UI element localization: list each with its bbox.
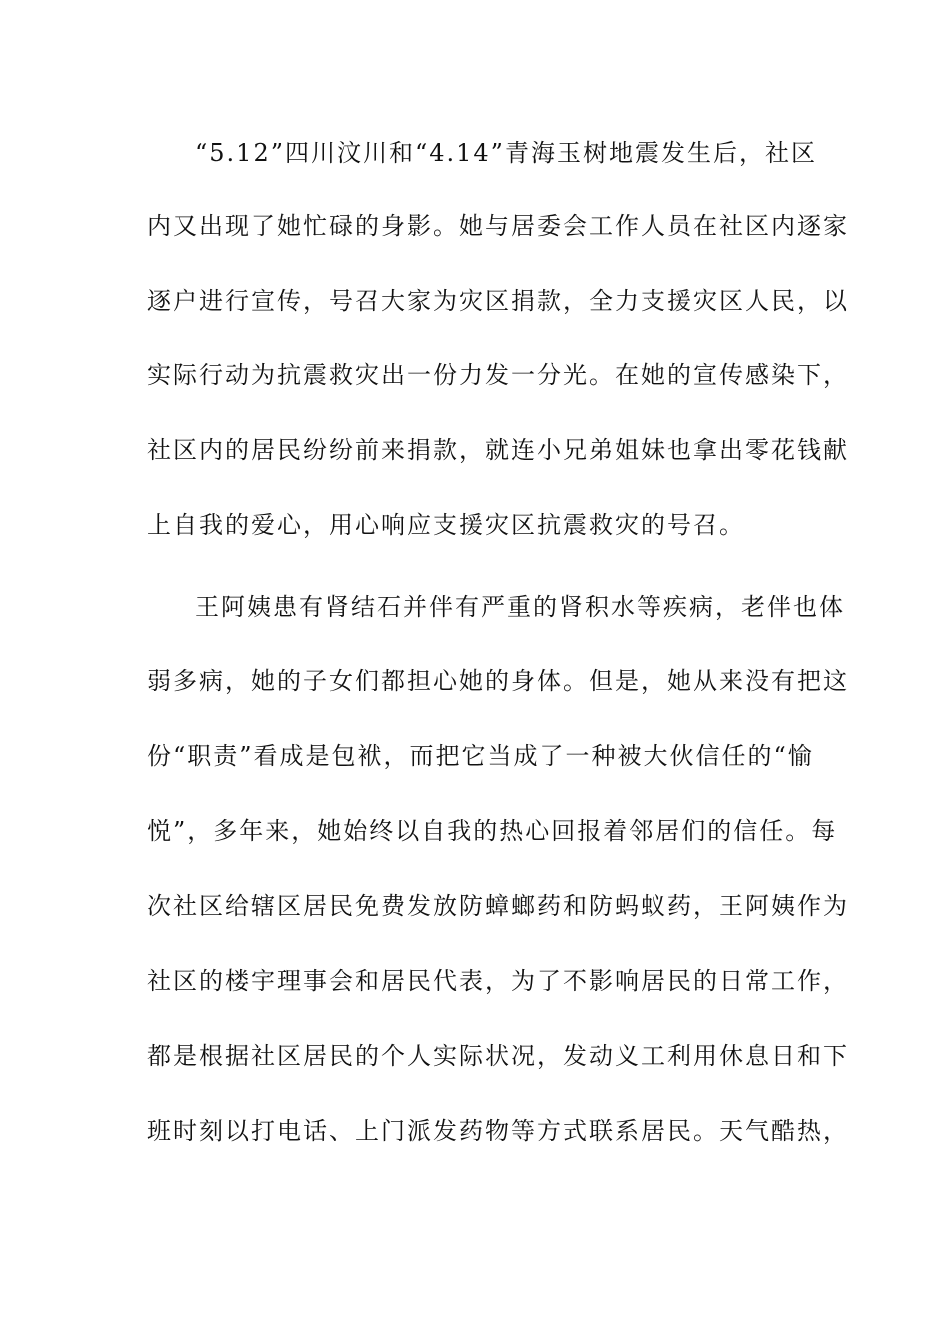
text-line: 上自我的爱心，用心响应支援灾区抗震救灾的号召。 xyxy=(147,511,745,539)
text-line: 份“职责”看成是包袱，而把它当成了一种被大伙信任的“愉 xyxy=(147,742,814,770)
text-line: “5.12”四川汶川和“4.14”青海玉树地震发生后，社区 xyxy=(195,139,817,167)
text-line: 弱多病，她的子女们都担心她的身体。但是，她从来没有把这 xyxy=(147,667,849,695)
text-line: 实际行动为抗震救灾出一份力发一分光。在她的宣传感染下， xyxy=(147,361,849,389)
text-line: 社区内的居民纷纷前来捐款，就连小兄弟姐妹也拿出零花钱献 xyxy=(147,436,849,464)
text-line: 王阿姨患有肾结石并伴有严重的肾积水等疾病，老伴也体 xyxy=(195,593,845,621)
text-line: 次社区给辖区居民免费发放防蟑螂药和防蚂蚁药，王阿姨作为 xyxy=(147,892,849,920)
text-line: 内又出现了她忙碌的身影。她与居委会工作人员在社区内逐家 xyxy=(147,212,849,240)
text-line: 班时刻以打电话、上门派发药物等方式联系居民。天气酷热， xyxy=(147,1117,849,1145)
text-line: 逐户进行宣传，号召大家为灾区捐款，全力支援灾区人民，以 xyxy=(147,287,849,315)
text-line: 悦”，多年来，她始终以自我的热心回报着邻居们的信任。每 xyxy=(147,817,838,845)
text-line: 都是根据社区居民的个人实际状况，发动义工利用休息日和下 xyxy=(147,1042,849,1070)
text-line: 社区的楼宇理事会和居民代表，为了不影响居民的日常工作， xyxy=(147,967,849,995)
